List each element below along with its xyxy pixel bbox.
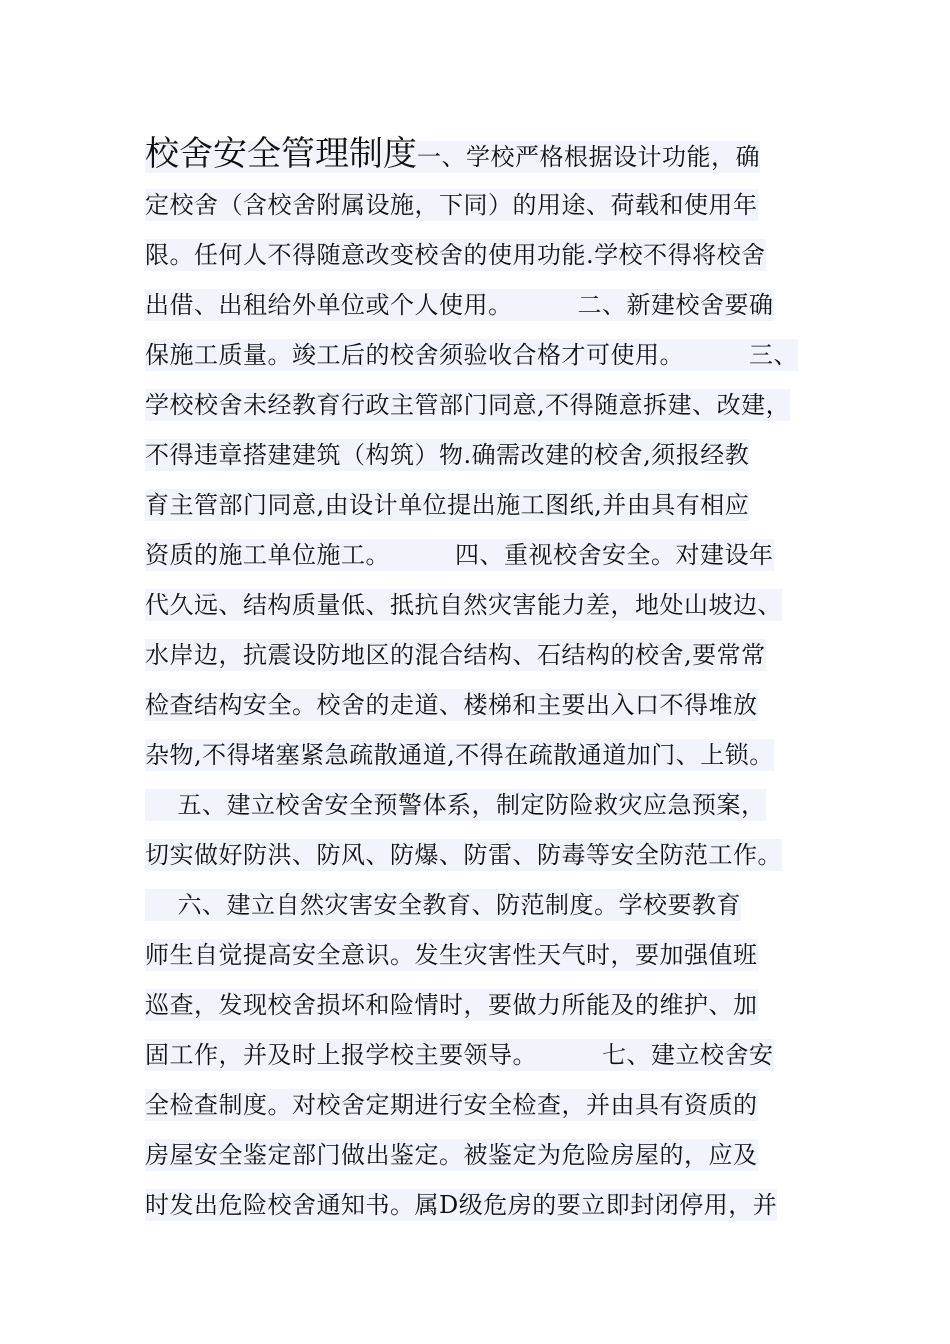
line-text: 资质的施工单位施工。 四、重视校舍安全。对建设年: [145, 541, 774, 569]
text-line-15: [145, 830, 825, 880]
line-text: 固工作，并及时上报学校主要领导。 七、建立校舍安: [145, 1041, 774, 1069]
text-line-21: [145, 1130, 825, 1180]
line-text: 全检查制度。对校舍定期进行安全检查，并由具有资质的: [145, 1091, 758, 1119]
line-text: 师生自觉提高安全意识。发生灾害性天气时，要加强值班: [145, 941, 758, 969]
text-line-11: [145, 630, 825, 680]
text-line-16: [145, 880, 825, 930]
line-text: 定校舍（含校舍附属设施，下同）的用途、荷载和使用年: [145, 191, 758, 219]
line-text: 代久远、结构质量低、抵抗自然灾害能力差，地处山坡边、: [145, 591, 782, 619]
text-line-6: [145, 380, 825, 430]
line-text: 巡查，发现校舍损坏和险情时，要做力所能及的维护、加: [145, 991, 758, 1019]
text-line-8: [145, 480, 825, 530]
line-text: 不得违章搭建建筑（构筑）物.确需改建的校舍,须报经教: [145, 441, 750, 469]
text-line-10: [145, 580, 825, 630]
text-line-20: [145, 1080, 825, 1130]
line-text: 一、学校严格根据设计功能，确: [417, 143, 760, 171]
text-line-7: [145, 430, 825, 480]
text-line-2: [145, 180, 825, 230]
line-text: 保施工质量。竣工后的校舍须验收合格才可使用。 三、: [145, 341, 799, 369]
line-text: 杂物,不得堵塞紧急疏散通道,不得在疏散通道加门、上锁。: [145, 741, 774, 769]
text-line-5: [145, 330, 825, 380]
text-line-12: [145, 680, 825, 730]
line-text: 时发出危险校舍通知书。属D级危房的要立即封闭停用，并: [145, 1191, 778, 1219]
line-text: 育主管部门同意,由设计单位提出施工图纸,并由具有相应: [145, 491, 750, 519]
line-text: 切实做好防洪、防风、防爆、防雷、防毒等安全防范工作。: [145, 841, 782, 869]
line-text: 房屋安全鉴定部门做出鉴定。被鉴定为危险房屋的，应及: [145, 1141, 758, 1169]
document-body: [145, 128, 825, 1230]
line-text: 出借、出租给外单位或个人使用。 二、新建校舍要确: [145, 291, 774, 319]
text-line-22: [145, 1180, 825, 1230]
line-text: 水岸边，抗震设防地区的混合结构、石结构的校舍,要常常: [145, 641, 766, 669]
text-line-13: [145, 730, 825, 780]
text-line-18: [145, 980, 825, 1030]
text-line-1: [145, 128, 825, 180]
line-text: 限。任何人不得随意改变校舍的使用功能.学校不得将校舍: [145, 241, 766, 269]
line-text: 五、建立校舍安全预警体系，制定防险救灾应急预案，: [145, 791, 766, 819]
text-line-14: [145, 780, 825, 830]
text-line-19: [145, 1030, 825, 1080]
line-text: 学校校舍未经教育行政主管部门同意,不得随意拆建、改建，: [145, 391, 791, 419]
text-line-4: [145, 280, 825, 330]
text-line-17: [145, 930, 825, 980]
text-line-3: [145, 230, 825, 280]
text-line-9: [145, 530, 825, 580]
document-title: 校舍安全管理制度: [145, 134, 417, 174]
line-text: 检查结构安全。校舍的走道、楼梯和主要出入口不得堆放: [145, 691, 758, 719]
line-text: 六、建立自然灾害安全教育、防范制度。学校要教育: [145, 891, 742, 919]
